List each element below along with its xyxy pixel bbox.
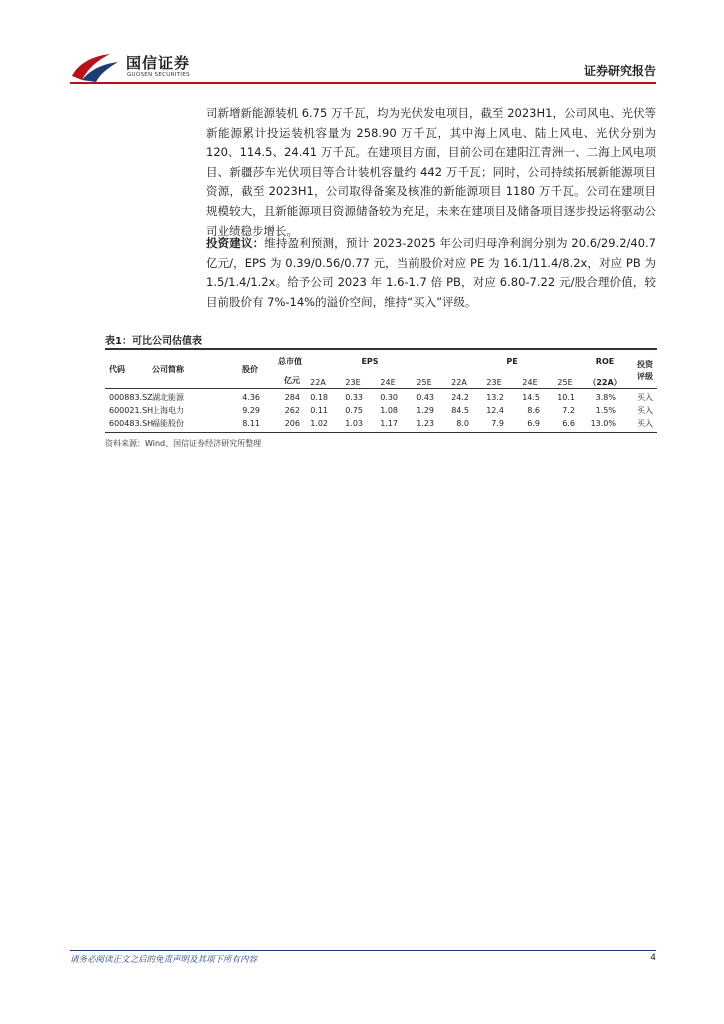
row2-pe-25e: 7.2 — [562, 406, 575, 415]
row3-eps-22a: 1.02 — [310, 419, 328, 428]
row1-rating: 买入 — [637, 393, 653, 402]
header-rating: 投资 — [637, 360, 653, 369]
row3-eps-25e: 1.23 — [416, 419, 434, 428]
row2-price: 9.29 — [242, 406, 260, 415]
row3-name: 福能股份 — [152, 419, 184, 428]
header-divider — [70, 82, 656, 84]
report-type-label: 证券研究报告 — [583, 64, 656, 78]
eps-year-23e: 23E — [345, 378, 361, 387]
row2-pe-23e: 12.4 — [486, 406, 504, 415]
row2-eps-23e: 0.75 — [345, 406, 363, 415]
logo-text-cn: 国信证券 — [126, 54, 191, 72]
row1-mcap: 284 — [284, 393, 300, 402]
row3-pe-23e: 7.9 — [491, 419, 504, 428]
body-paragraph-1: 司新增新能源装机 6.75 万千瓦，均为光伏发电项目，截至 2023H1，公司风电、光伏等新能源累计投运装机容量为 258.90 万千瓦，其中海上风电、陆上风电、光伏分别为 120、114.5、24.41 万千瓦。在建项目方面，目前公司在建阳江青洲一、二海上风电项目、新疆莎车光伏项目等合计装机容量约 442 万千瓦；同时，公司持续拓展新能源项目资源，截至 2023H1，公司取得备案及核准的新能源项目 1180 万千瓦。公司在建项目规模较大，且新能源项目资源储备较为充足，未来在建项目及储备项目逐步投运将驱动公司业绩稳步增长。 — [206, 106, 656, 238]
row3-rating: 买入 — [637, 419, 653, 428]
row2-rating: 买入 — [637, 406, 653, 415]
row1-roe: 3.8% — [595, 393, 616, 402]
row2-pe-24e: 8.6 — [527, 406, 540, 415]
row2-code: 600021.SH — [109, 406, 154, 415]
row2-mcap: 262 — [284, 406, 300, 415]
header-name: 公司简称 — [152, 365, 184, 374]
pe-year-23e: 23E — [486, 378, 502, 387]
footer-disclaimer: 请务必阅读正文之后的免责声明及其项下所有内容 — [70, 955, 258, 965]
header-rating-2: 评级 — [637, 372, 653, 381]
header-price: 股价 — [242, 365, 258, 374]
pe-year-24e: 24E — [522, 378, 538, 387]
body-paragraph-investment — [206, 234, 656, 312]
row3-pe-25e: 6.6 — [562, 419, 575, 428]
row1-eps-25e: 0.43 — [416, 393, 434, 402]
row3-pe-24e: 6.9 — [527, 419, 540, 428]
company-logo — [70, 50, 220, 84]
page-number: 4 — [650, 953, 656, 963]
logo-text-en: GUOSEN SECURITIES — [127, 72, 190, 78]
row3-pe-22a: 8.0 — [456, 419, 469, 428]
row1-eps-24e: 0.30 — [380, 393, 398, 402]
table-title: 表1：可比公司估值表 — [105, 336, 202, 347]
row3-mcap: 206 — [284, 419, 300, 428]
table-bottom-rule — [105, 432, 657, 433]
row2-eps-24e: 1.08 — [380, 406, 398, 415]
row2-eps-25e: 1.29 — [416, 406, 434, 415]
row1-pe-23e: 13.2 — [486, 393, 504, 402]
header-mcap: 总市值 — [278, 357, 302, 366]
row1-code: 000883.SZ — [109, 393, 153, 402]
row1-name: 湖北能源 — [152, 393, 184, 402]
header-roe: ROE — [595, 357, 615, 366]
row2-pe-22a: 84.5 — [451, 406, 469, 415]
table-source-note: 资料来源：Wind、国信证券经济研究所整理 — [105, 439, 262, 448]
eps-year-22a: 22A — [310, 378, 326, 387]
footer-divider — [70, 950, 656, 951]
table-top-rule — [105, 348, 657, 350]
row3-price: 8.11 — [242, 419, 260, 428]
row1-price: 4.36 — [242, 393, 260, 402]
header-roe-year: （22A） — [588, 378, 622, 387]
header-mcap-unit: 亿元 — [284, 376, 300, 385]
row1-pe-25e: 10.1 — [557, 393, 575, 402]
row3-code: 600483.SH — [109, 419, 154, 428]
row1-eps-23e: 0.33 — [345, 393, 363, 402]
header-pe: PE — [506, 357, 518, 366]
header-code: 代码 — [109, 365, 125, 374]
row2-roe: 1.5% — [595, 406, 616, 415]
pe-year-22a: 22A — [451, 378, 467, 387]
header-eps: EPS — [361, 357, 379, 366]
table-header-rule — [105, 388, 657, 389]
row3-eps-24e: 1.17 — [380, 419, 398, 428]
investment-advice-text: 维持盈利预测，预计 2023-2025 年公司归母净利润分别为 20.6/29.2/40.7 亿元/，EPS 为 0.39/0.56/0.77 元，当前股价对应 PE 为 16.1/11.4/8.2x，对应 PB 为 1.5/1.4/1.2x。给予公司 2023 年 1.6-1.7 倍 PB，对应 6.80-7.22 元/股合理价值，较目前股价有 7%-14%的溢价空间，维持“买入”评级。 — [206, 236, 656, 309]
eps-year-24e: 24E — [380, 378, 396, 387]
guosen-logo-icon — [70, 50, 120, 84]
row3-roe: 13.0% — [590, 419, 616, 428]
row1-eps-22a: 0.18 — [310, 393, 328, 402]
eps-year-25e: 25E — [416, 378, 432, 387]
row3-eps-23e: 1.03 — [345, 419, 363, 428]
pe-year-25e: 25E — [557, 378, 573, 387]
row2-name: 上海电力 — [152, 406, 184, 415]
row2-eps-22a: 0.11 — [310, 406, 328, 415]
row1-pe-24e: 14.5 — [522, 393, 540, 402]
investment-advice-label: 投资建议： — [206, 236, 265, 250]
row1-pe-22a: 24.2 — [451, 393, 469, 402]
